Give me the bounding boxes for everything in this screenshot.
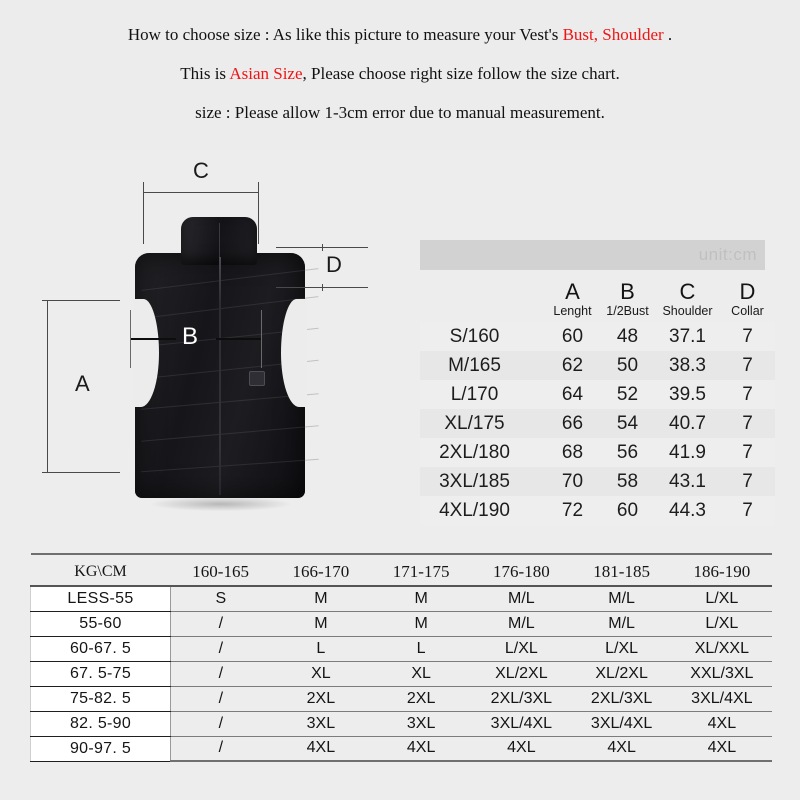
size-table-header-b [600,270,655,322]
size-table-row [420,438,775,467]
collar-cell: 7 [742,441,753,463]
shoulder-cell: 41.9 [669,441,706,463]
size-cell: S/160 [449,325,500,347]
kg-range-cell: 55-60 [31,611,171,636]
dimension-line-b-left [130,338,176,340]
kg-size-cell: L [371,636,471,661]
kg-size-cell: XL [371,661,471,686]
kg-size-cell: M [271,586,371,611]
kg-size-cell: 2XL/3XL [471,686,571,711]
dimension-tick-b-left [130,310,131,368]
kg-table-header-row [31,559,773,586]
dimension-tick-c-right [258,182,259,244]
instruction-line-1-text-a: How to choose size : As like this picture to measure your Vest's [127,25,563,44]
size-cell: 3XL/185 [439,470,510,492]
kg-table-row [31,686,773,711]
instruction-line-2-text-a: This is [180,64,230,83]
kg-size-cell: M/L [572,611,672,636]
kg-table-header-col-2: 171-175 [371,559,471,586]
collar-cell: 7 [742,470,753,492]
vest-ground-shadow [151,497,291,511]
kg-size-cell: / [171,661,271,686]
vest-measurement-diagram [30,160,410,550]
size-cell: L/170 [450,383,499,405]
kg-table-header-col-0: 160-165 [171,559,271,586]
header-sub-c: Shoulder [662,303,713,318]
kg-table-row [31,611,773,636]
header-sub-d: Collar [731,303,764,318]
kg-size-cell: 2XL [371,686,471,711]
kg-table-row [31,636,773,661]
header-sub-a: Lenght [553,303,592,318]
size-cell: XL/175 [444,412,505,434]
dimension-line-a [47,300,48,472]
kg-size-cell: 3XL [371,711,471,736]
kg-size-cell: L/XL [471,636,571,661]
length-cell: 70 [561,470,584,492]
header-letter-c: C [679,278,696,304]
size-table-row [420,351,775,380]
kg-size-cell: L/XL [672,611,772,636]
kg-range-cell: 82. 5-90 [31,711,171,736]
chest-badge [249,371,265,386]
kg-table-grid [30,553,772,762]
kg-size-cell: L [271,636,371,661]
kg-size-cell: M [371,586,471,611]
kg-table-header-col-4: 181-185 [572,559,672,586]
kg-table-header-col-3: 176-180 [471,559,571,586]
kg-table-header-col-1: 166-170 [271,559,371,586]
dimension-label-b: B [182,323,199,350]
kg-size-cell: 4XL [371,736,471,761]
dimension-line-c [143,192,259,193]
kg-size-cell: / [171,611,271,636]
armhole-right [281,299,307,407]
kg-table-header-col-5: 186-190 [672,559,772,586]
size-table-header-row [420,270,775,322]
header-letter-b: B [620,278,635,304]
length-cell: 64 [561,383,584,405]
dimension-tick-c-left [143,182,144,244]
kg-size-cell: XL/XXL [672,636,772,661]
size-table-row [420,409,775,438]
length-cell: 72 [561,499,584,521]
instruction-line-3: size : Please allow 1-3cm error due to manual measurement. [195,103,605,122]
unit-band [420,240,765,270]
length-cell: 66 [561,412,584,434]
kg-size-cell: XL/2XL [471,661,571,686]
size-table-row [420,322,775,351]
quilt-seam [141,459,319,472]
instruction-line-2 [0,65,800,82]
unit-label: unit:cm [698,245,757,264]
kg-size-cell: / [171,711,271,736]
shoulder-cell: 37.1 [669,325,706,347]
shoulder-cell: 43.1 [669,470,706,492]
vest-photo [125,205,315,505]
kg-size-cell: 3XL [271,711,371,736]
kg-size-cell: / [171,636,271,661]
collar-cell: 7 [742,412,753,434]
weight-height-size-table [30,553,772,762]
shoulder-cell: 38.3 [669,354,706,376]
shoulder-cell: 39.5 [669,383,706,405]
kg-size-cell: 2XL/3XL [572,686,672,711]
kg-range-cell: 67. 5-75 [31,661,171,686]
instruction-line-2-highlight: Asian Size [229,64,303,83]
kg-size-cell: 3XL/4XL [572,711,672,736]
kg-size-cell: S [171,586,271,611]
kg-size-cell: M/L [572,586,672,611]
size-table-header-c [655,270,720,322]
kg-size-cell: / [171,686,271,711]
dimension-tick-b-right [261,310,262,368]
bust-cell: 52 [616,383,639,405]
bust-cell: 48 [616,325,639,347]
kg-size-cell: 2XL [271,686,371,711]
collar-cell: 7 [742,354,753,376]
bust-cell: 58 [616,470,639,492]
instruction-line-1-highlight: Bust, Shoulder [562,25,664,44]
kg-size-cell: M [271,611,371,636]
quilt-seam [141,425,318,442]
kg-table-corner-label: KG\CM [31,559,171,586]
bust-cell: 50 [616,354,639,376]
shoulder-cell: 40.7 [669,412,706,434]
dimension-tick-a-top [42,300,120,301]
size-table-row [420,380,775,409]
collar-cell: 7 [742,499,753,521]
bust-cell: 56 [616,441,639,463]
vest-zipper [219,257,221,495]
shoulder-cell: 44.3 [669,499,706,521]
kg-range-cell: 90-97. 5 [31,736,171,761]
length-cell: 62 [561,354,584,376]
size-cell: 4XL/190 [439,499,510,521]
kg-size-cell: 4XL [572,736,672,761]
dimension-tick-d-top [322,244,323,251]
size-cell: 2XL/180 [439,441,510,463]
kg-size-cell: / [171,736,271,761]
collar-cell: 7 [742,383,753,405]
length-cell: 60 [561,325,584,347]
dimension-label-c: C [193,158,209,183]
kg-size-cell: XXL/3XL [672,661,772,686]
dimension-tick-d-bottom [322,284,323,291]
kg-size-cell: 4XL [672,711,772,736]
dimension-label-a: A [75,371,90,396]
kg-size-cell: 4XL [672,736,772,761]
kg-size-cell: M/L [471,611,571,636]
instructions-block [0,0,800,150]
kg-size-cell: XL [271,661,371,686]
length-cell: 68 [561,441,584,463]
kg-table-row [31,586,773,611]
kg-table-row [31,736,773,761]
size-table-header-a [545,270,600,322]
kg-size-cell: L/XL [572,636,672,661]
instruction-line-1-text-b: . [663,25,673,44]
header-sub-b: 1/2Bust [606,303,649,318]
kg-size-cell: M/L [471,586,571,611]
kg-range-cell: 60-67. 5 [31,636,171,661]
header-letter-d: D [739,278,756,304]
size-cell: M/165 [448,354,501,376]
kg-size-cell: L/XL [672,586,772,611]
instruction-line-2-text-b: , Please choose right size follow the size chart. [302,64,620,83]
collar-cell: 7 [742,325,753,347]
kg-table-row [31,661,773,686]
header-letter-a: A [565,278,580,304]
size-table-row [420,496,775,525]
kg-range-cell: 75-82. 5 [31,686,171,711]
kg-size-cell: M [371,611,471,636]
size-table-row [420,467,775,496]
kg-size-cell: 4XL [471,736,571,761]
kg-table-row [31,711,773,736]
size-table-header-size [420,270,545,322]
bust-cell: 54 [616,412,639,434]
size-measurement-table [420,240,765,525]
dimension-label-d: D [326,252,342,277]
kg-size-cell: 3XL/4XL [672,686,772,711]
kg-size-cell: 4XL [271,736,371,761]
size-table-grid [420,270,775,525]
dimension-tick-a-bottom [42,472,120,473]
size-table-header-d [720,270,775,322]
instruction-line-1 [0,26,800,43]
dimension-line-b-right [216,338,262,340]
kg-range-cell: LESS-55 [31,586,171,611]
kg-size-cell: XL/2XL [572,661,672,686]
bust-cell: 60 [616,499,639,521]
kg-size-cell: 3XL/4XL [471,711,571,736]
